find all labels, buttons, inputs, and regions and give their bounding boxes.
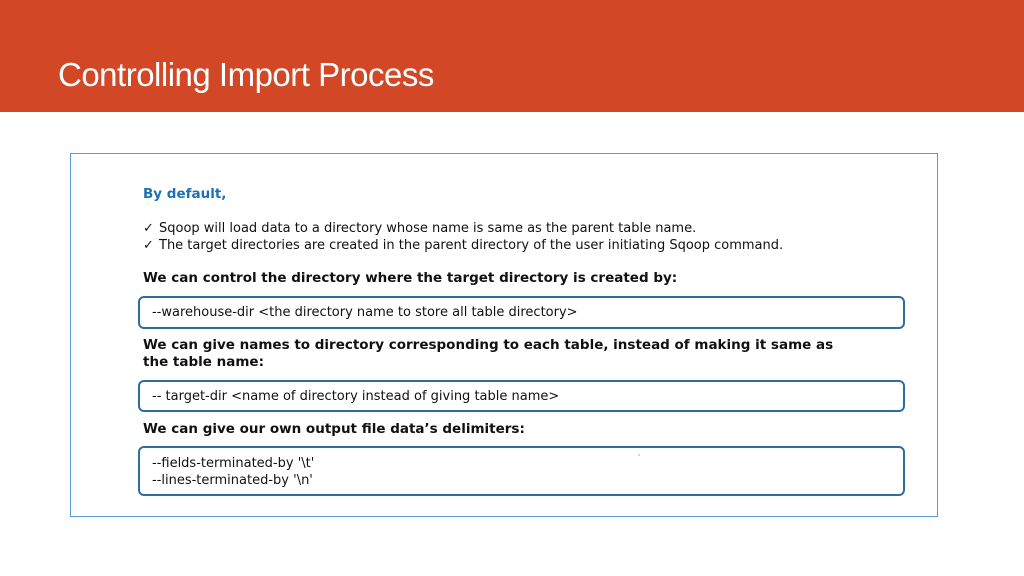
code-line: --fields-terminated-by '\t' <box>152 456 315 471</box>
delimiters-code-box <box>138 446 905 496</box>
section2-heading-line2: the table name: <box>143 354 264 370</box>
title-bar <box>0 0 1024 112</box>
checkmark-icon: ✓ <box>143 221 154 236</box>
section1-heading: We can control the directory where the target directory is created by: <box>143 270 678 286</box>
warehouse-dir-code-box <box>138 296 905 329</box>
slide-title: Controlling Import Process <box>58 56 434 93</box>
stray-dot <box>638 454 640 456</box>
content-panel <box>70 153 938 517</box>
bullet-text: The target directories are created in the parent directory of the user initiating Sqoop command. <box>159 238 784 253</box>
target-dir-code-box <box>138 380 905 412</box>
code-line: --lines-terminated-by '\n' <box>152 473 313 488</box>
code-line: -- target-dir <name of directory instead of giving table name> <box>152 389 560 404</box>
bullet-item <box>143 221 696 236</box>
checkmark-icon: ✓ <box>143 238 154 253</box>
bullet-item <box>143 238 783 253</box>
bullet-text: Sqoop will load data to a directory whose name is same as the parent table name. <box>159 221 697 236</box>
section3-heading: We can give our own output file data’s delimiters: <box>143 421 525 437</box>
code-line: --warehouse-dir <the directory name to store all table directory> <box>152 305 578 320</box>
section2-heading-line1: We can give names to directory corresponding to each table, instead of making it same as <box>143 337 834 353</box>
by-default-heading: By default, <box>143 186 227 202</box>
